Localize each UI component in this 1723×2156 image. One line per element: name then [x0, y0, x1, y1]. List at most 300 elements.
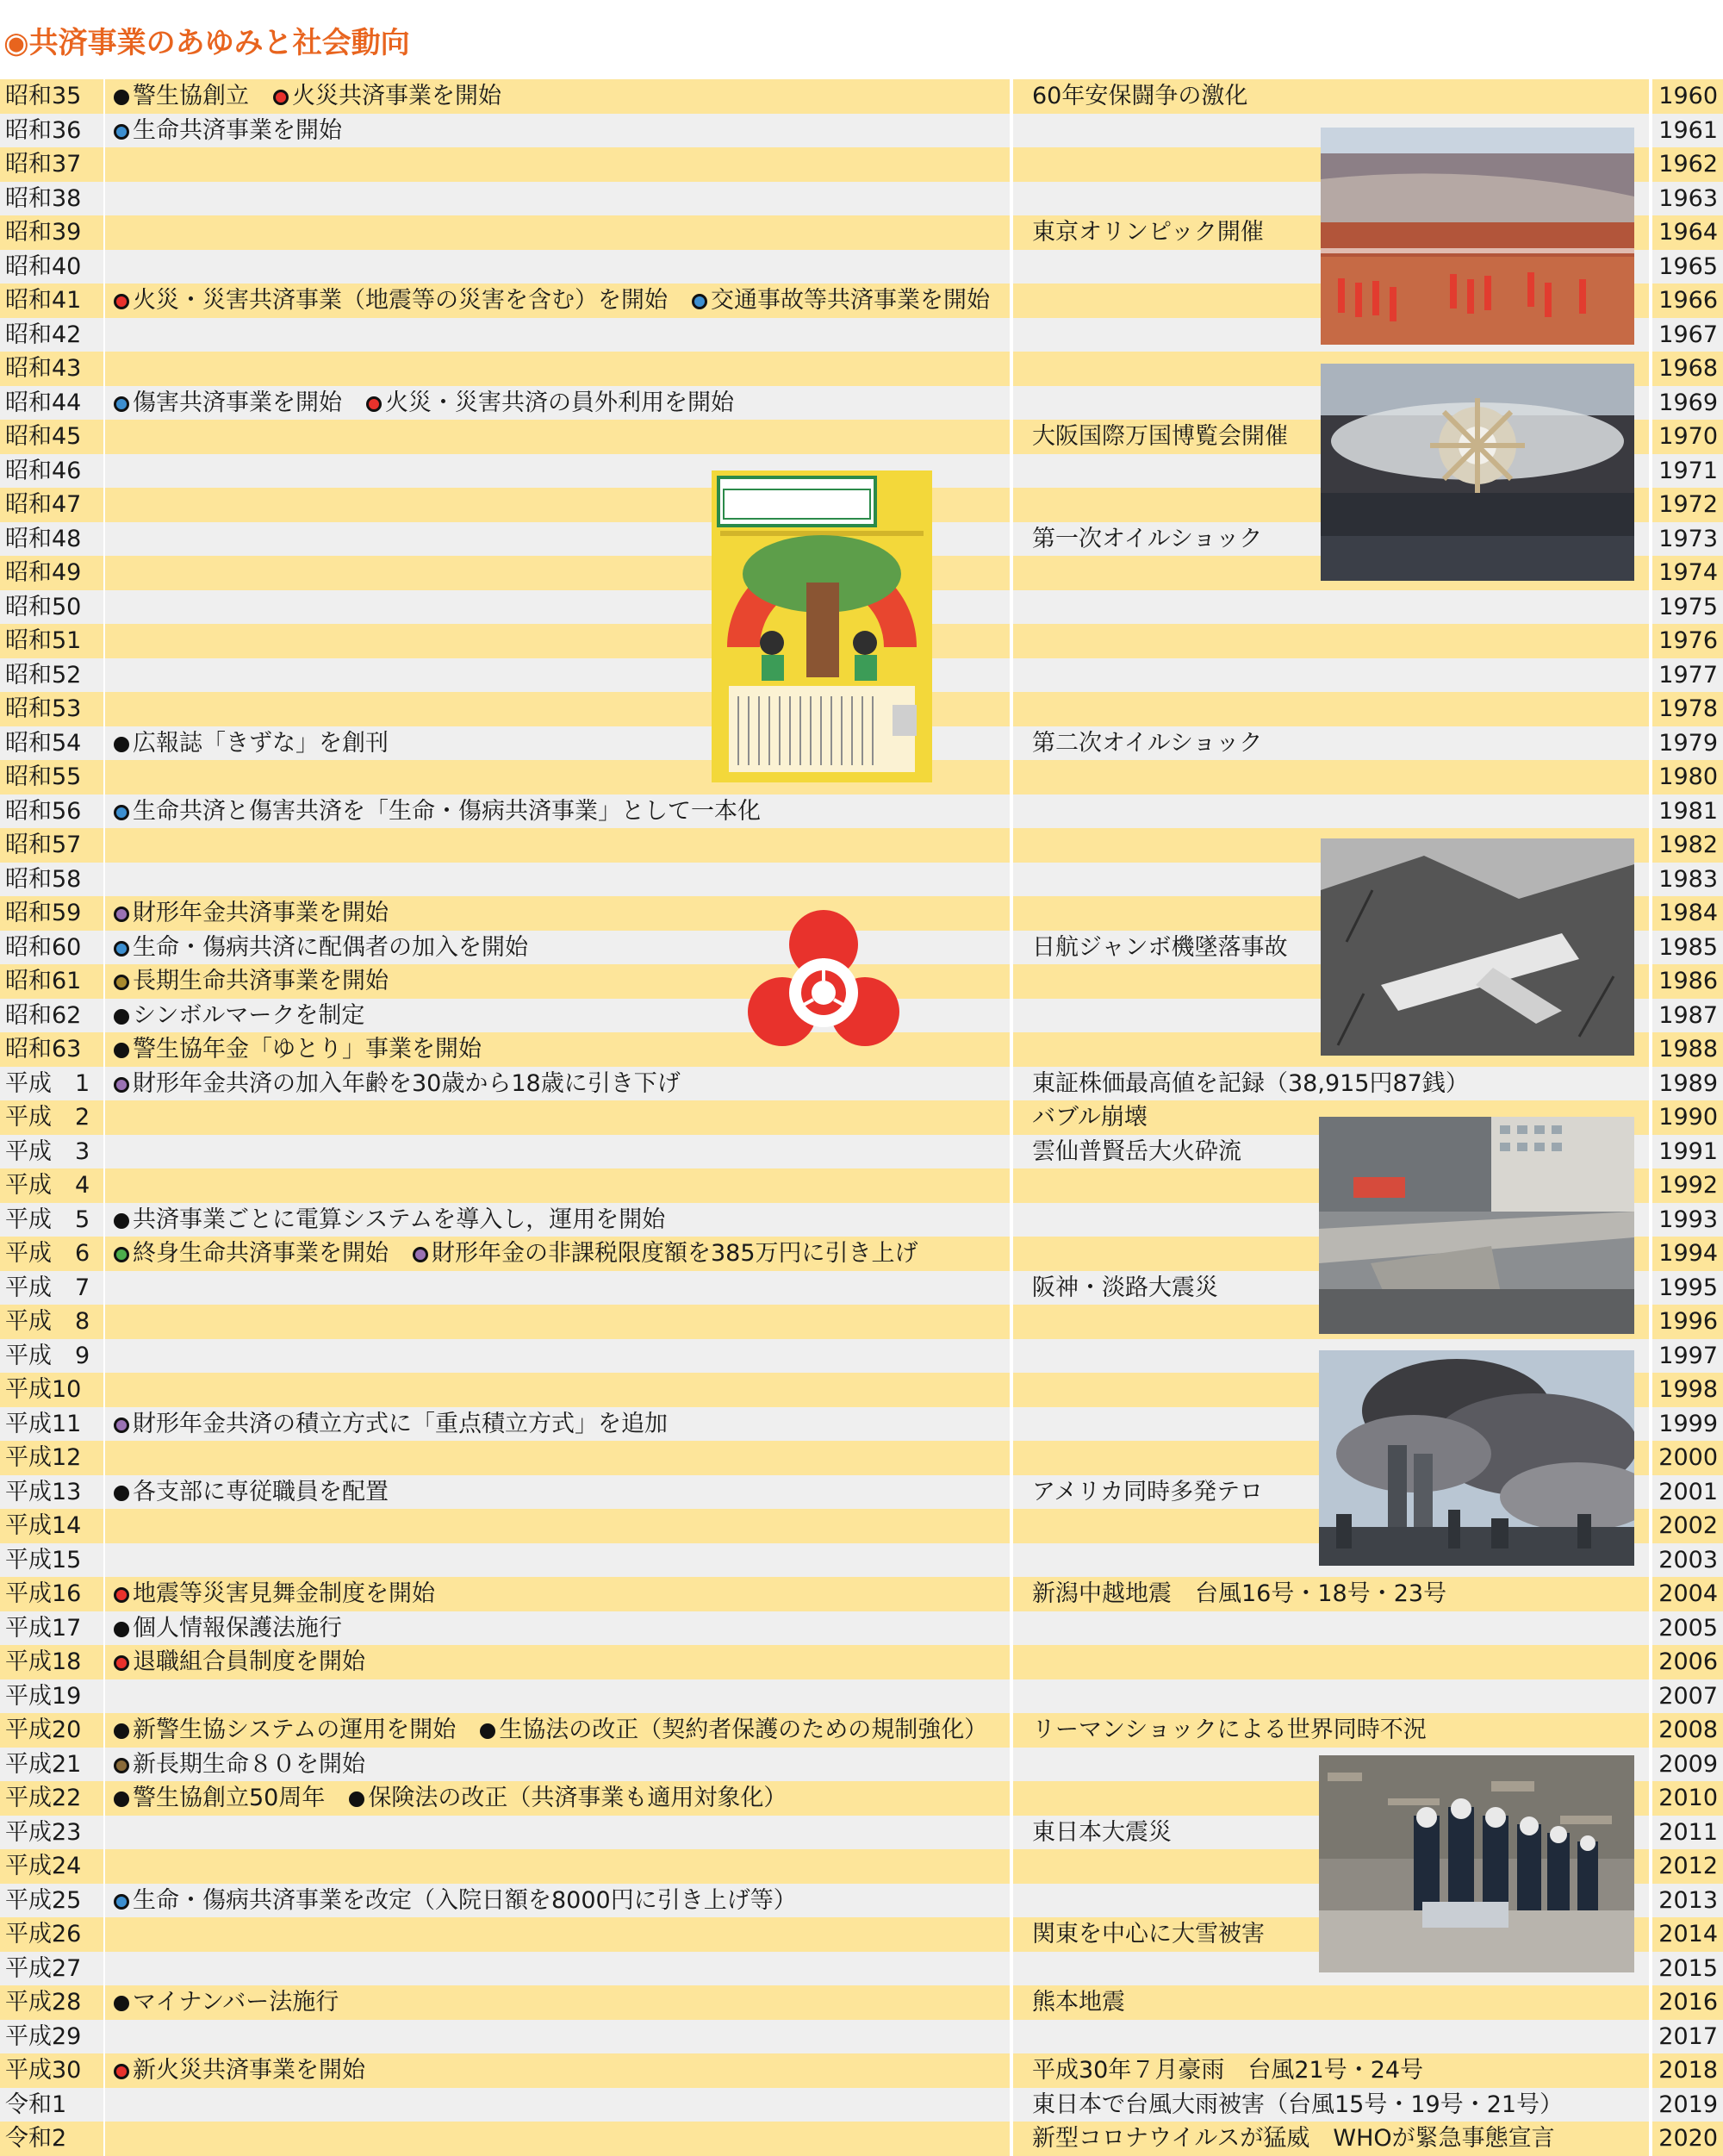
social-event: 平成30年７月豪雨 台風21号・24号 — [1032, 2057, 1424, 2084]
event-text: 共済事業ごとに電算システムを導入し，運用を開始 — [133, 1206, 666, 1233]
year-cell — [1652, 590, 1723, 625]
event-item — [114, 2053, 365, 2088]
events-cell — [105, 1577, 1010, 1611]
event-item — [114, 1203, 665, 1237]
event-list — [114, 1985, 363, 2020]
event-text: 警生協年金「ゆとり」事業を開始 — [133, 1036, 482, 1062]
era-label: 平成 1 — [5, 1069, 90, 1097]
events-cell — [105, 1067, 1010, 1101]
event-item — [114, 1237, 389, 1271]
year-label: 1993 — [1658, 1206, 1718, 1233]
year-label: 1966 — [1658, 287, 1718, 314]
year-cell — [1652, 1475, 1723, 1510]
events-cell — [105, 182, 1010, 216]
event-item — [114, 79, 249, 114]
social-event: 新型コロナウイルスが猛威 WHOが緊急事態宣言 — [1032, 2125, 1555, 2152]
social-event: 大阪国際万国博覧会開催 — [1032, 423, 1288, 450]
era-cell — [0, 420, 103, 454]
era-label: 平成29 — [5, 2022, 82, 2050]
bullet-icon — [692, 294, 707, 309]
bullet-icon — [114, 737, 129, 752]
year-label: 2020 — [1658, 2125, 1718, 2152]
event-text: 警生協創立 — [133, 83, 249, 109]
events-cell — [105, 1781, 1010, 1816]
event-text: 火災・災害共済事業（地震等の災害を含む）を開始 — [133, 287, 668, 314]
bullet-icon — [349, 1791, 364, 1807]
era-label: 昭和55 — [5, 763, 82, 790]
events-cell — [105, 1849, 1010, 1884]
era-cell — [0, 488, 103, 522]
year-cell — [1652, 658, 1723, 693]
event-item — [692, 284, 990, 318]
era-cell — [0, 590, 103, 625]
year-cell — [1652, 1816, 1723, 1850]
era-cell — [0, 1475, 103, 1510]
social-event: 関東を中心に大雪被害 — [1032, 1921, 1265, 1947]
social-cell — [1013, 726, 1649, 761]
year-cell — [1652, 1032, 1723, 1067]
event-text: 財形年金共済の加入年齢を30歳から18歳に引き下げ — [133, 1069, 681, 1097]
year-cell — [1652, 454, 1723, 489]
event-text: 生協法の改正（契約者保護のための規制強化） — [499, 1717, 988, 1743]
events-cell — [105, 1917, 1010, 1952]
events-cell — [105, 1168, 1010, 1203]
era-cell — [0, 828, 103, 863]
event-list — [114, 794, 785, 829]
era-label: 昭和59 — [5, 900, 82, 926]
era-label: 昭和46 — [5, 457, 82, 484]
era-label: 令和1 — [5, 2091, 67, 2118]
event-item — [114, 1713, 456, 1748]
era-label: 平成 5 — [5, 1206, 90, 1233]
social-cell — [1013, 79, 1649, 114]
year-cell — [1652, 896, 1723, 931]
event-list — [114, 1748, 389, 1782]
events-cell — [105, 284, 1010, 318]
year-cell — [1652, 1577, 1723, 1611]
events-cell — [105, 1816, 1010, 1850]
event-item — [114, 896, 389, 931]
event-text: 新警生協システムの運用を開始 — [133, 1717, 457, 1743]
era-cell — [0, 454, 103, 489]
year-cell — [1652, 488, 1723, 522]
timeline-row — [0, 1985, 1723, 2020]
year-cell — [1652, 1135, 1723, 1169]
year-label: 1983 — [1658, 865, 1718, 893]
bullet-icon — [114, 1247, 129, 1262]
era-label: 平成24 — [5, 1853, 82, 1879]
year-label: 2008 — [1658, 1717, 1718, 1743]
year-cell — [1652, 1509, 1723, 1543]
event-text: 警生協創立50周年 — [133, 1785, 326, 1811]
year-label: 1986 — [1658, 968, 1718, 994]
year-cell — [1652, 1168, 1723, 1203]
social-event: 新潟中越地震 台風16号・18号・23号 — [1032, 1580, 1447, 1607]
bullet-icon — [273, 90, 289, 105]
bullet-icon — [114, 805, 129, 820]
social-cell — [1013, 1577, 1649, 1611]
bullet-icon — [114, 1996, 129, 2011]
events-cell — [105, 1645, 1010, 1679]
year-label: 1997 — [1658, 1342, 1718, 1369]
era-label: 平成11 — [5, 1410, 82, 1437]
era-cell — [0, 1271, 103, 1305]
events-cell — [105, 386, 1010, 421]
events-cell — [105, 1611, 1010, 1646]
event-item — [114, 1781, 325, 1816]
year-label: 1961 — [1658, 116, 1718, 144]
era-label: 昭和48 — [5, 525, 82, 552]
bullet-icon — [114, 1791, 129, 1807]
osaka-expo-photo — [1321, 364, 1634, 581]
event-list — [114, 284, 1014, 318]
era-label: 平成12 — [5, 1444, 82, 1471]
event-text: 新長期生命８０を開始 — [133, 1750, 365, 1778]
year-cell — [1652, 1781, 1723, 1816]
social-cell — [1013, 1645, 1649, 1679]
era-cell — [0, 1305, 103, 1339]
events-cell — [105, 828, 1010, 863]
year-cell — [1652, 147, 1723, 182]
social-cell — [1013, 692, 1649, 726]
year-cell — [1652, 318, 1723, 352]
year-cell — [1652, 386, 1723, 421]
era-label: 昭和42 — [5, 321, 82, 348]
event-text: 長期生命共済事業を開始 — [133, 968, 389, 994]
event-item — [114, 386, 342, 421]
year-label: 1964 — [1658, 219, 1718, 246]
event-list — [114, 1611, 366, 1646]
era-cell — [0, 1032, 103, 1067]
social-cell — [1013, 1713, 1649, 1748]
events-cell — [105, 2020, 1010, 2054]
event-list — [114, 1203, 689, 1237]
timeline-row — [0, 1645, 1723, 1679]
social-cell — [1013, 794, 1649, 829]
year-cell — [1652, 2088, 1723, 2122]
sept-11-photo — [1319, 1350, 1634, 1566]
era-label: 昭和41 — [5, 287, 82, 314]
era-label: 昭和43 — [5, 355, 82, 382]
year-label: 1960 — [1658, 83, 1718, 109]
era-cell — [0, 1748, 103, 1782]
social-cell — [1013, 624, 1649, 658]
era-cell — [0, 522, 103, 557]
era-label: 平成23 — [5, 1818, 82, 1846]
era-label: 昭和56 — [5, 797, 82, 825]
events-cell — [105, 1203, 1010, 1237]
social-event: 東日本大震災 — [1032, 1818, 1172, 1846]
year-label: 1970 — [1658, 423, 1718, 450]
jal-crash-photo — [1321, 838, 1634, 1056]
events-cell — [105, 420, 1010, 454]
year-cell — [1652, 1543, 1723, 1578]
bullet-icon — [114, 1213, 129, 1229]
year-cell — [1652, 1611, 1723, 1646]
era-label: 平成10 — [5, 1376, 82, 1403]
year-label: 1980 — [1658, 763, 1718, 790]
events-cell — [105, 1985, 1010, 2020]
era-label: 昭和39 — [5, 219, 82, 246]
era-cell — [0, 1203, 103, 1237]
social-cell — [1013, 1679, 1649, 1714]
event-item — [413, 1237, 918, 1271]
year-cell — [1652, 1203, 1723, 1237]
year-label: 1971 — [1658, 457, 1718, 484]
bullet-icon — [413, 1247, 428, 1262]
era-cell — [0, 556, 103, 590]
era-label: 昭和35 — [5, 83, 82, 109]
year-cell — [1652, 1373, 1723, 1407]
year-cell — [1652, 2053, 1723, 2088]
year-cell — [1652, 1407, 1723, 1442]
events-cell — [105, 1679, 1010, 1714]
year-cell — [1652, 556, 1723, 590]
social-cell — [1013, 590, 1649, 625]
event-text: 交通事故等共済事業を開始 — [711, 287, 990, 314]
event-item — [114, 794, 761, 829]
social-event: リーマンショックによる世界同時不況 — [1032, 1717, 1427, 1743]
year-cell — [1652, 215, 1723, 250]
year-label: 1968 — [1658, 355, 1718, 382]
year-label: 2012 — [1658, 1853, 1718, 1879]
events-cell — [105, 1748, 1010, 1782]
year-cell — [1652, 522, 1723, 557]
year-cell — [1652, 1748, 1723, 1782]
event-text: 財形年金の非課税限度額を385万円に引き上げ — [432, 1240, 918, 1267]
event-list — [114, 931, 552, 965]
event-text: 個人情報保護法施行 — [133, 1614, 342, 1642]
era-cell — [0, 1441, 103, 1475]
era-cell — [0, 1135, 103, 1169]
timeline-row — [0, 794, 1723, 829]
year-cell — [1652, 182, 1723, 216]
era-cell — [0, 1100, 103, 1135]
era-label: 平成27 — [5, 1954, 82, 1982]
events-cell — [105, 2053, 1010, 2088]
event-item — [114, 1645, 365, 1679]
era-label: 平成21 — [5, 1750, 82, 1778]
events-cell — [105, 1713, 1010, 1748]
bullet-icon — [114, 1894, 129, 1910]
events-cell — [105, 1135, 1010, 1169]
event-text: 保険法の改正（共済事業も適用対象化） — [368, 1785, 787, 1811]
bullet-icon — [114, 2064, 129, 2079]
year-label: 1985 — [1658, 933, 1718, 961]
year-label: 1972 — [1658, 491, 1718, 518]
era-label: 昭和61 — [5, 968, 82, 994]
year-cell — [1652, 1713, 1723, 1748]
era-label: 平成25 — [5, 1886, 82, 1914]
year-label: 1994 — [1658, 1240, 1718, 1267]
timeline-row — [0, 1713, 1723, 1748]
event-text: 生命共済事業を開始 — [133, 116, 342, 144]
era-label: 昭和45 — [5, 423, 82, 450]
era-label: 昭和50 — [5, 593, 82, 620]
social-cell — [1013, 760, 1649, 794]
year-label: 1973 — [1658, 525, 1718, 552]
events-cell — [105, 147, 1010, 182]
social-event: 第一次オイルショック — [1032, 525, 1263, 552]
year-cell — [1652, 1917, 1723, 1952]
year-label: 1992 — [1658, 1172, 1718, 1199]
bullet-icon — [114, 1587, 129, 1603]
event-list — [114, 1884, 821, 1918]
era-cell — [0, 760, 103, 794]
year-cell — [1652, 1237, 1723, 1271]
era-cell — [0, 692, 103, 726]
bullet-icon — [114, 1622, 129, 1637]
event-text: 傷害共済事業を開始 — [133, 389, 342, 416]
year-cell — [1652, 624, 1723, 658]
event-list — [114, 114, 366, 148]
era-cell — [0, 284, 103, 318]
timeline-row — [0, 2088, 1723, 2122]
bullet-icon — [114, 1043, 129, 1058]
year-label: 1988 — [1658, 1036, 1718, 1062]
era-label: 昭和49 — [5, 559, 82, 586]
era-label: 平成13 — [5, 1478, 82, 1505]
year-cell — [1652, 1884, 1723, 1918]
year-label: 1982 — [1658, 832, 1718, 858]
era-label: 平成26 — [5, 1921, 82, 1947]
event-list — [114, 1032, 506, 1067]
social-event: 東証株価最高値を記録（38,915円87銭） — [1032, 1069, 1469, 1097]
event-item — [114, 1611, 342, 1646]
era-label: 昭和37 — [5, 151, 82, 178]
era-cell — [0, 1952, 103, 1986]
event-list — [114, 386, 758, 421]
bullet-icon — [114, 1486, 129, 1501]
year-label: 1965 — [1658, 252, 1718, 280]
era-cell — [0, 250, 103, 284]
social-event: 東京オリンピック開催 — [1032, 219, 1264, 246]
year-label: 1998 — [1658, 1376, 1718, 1403]
events-cell — [105, 114, 1010, 148]
year-label: 2013 — [1658, 1886, 1718, 1914]
era-label: 平成 9 — [5, 1342, 90, 1369]
event-list — [114, 1407, 692, 1442]
social-cell — [1013, 2088, 1649, 2122]
events-cell — [105, 250, 1010, 284]
era-label: 平成14 — [5, 1512, 82, 1539]
era-cell — [0, 624, 103, 658]
year-cell — [1652, 2020, 1723, 2054]
era-label: 平成 3 — [5, 1137, 90, 1165]
year-cell — [1652, 1271, 1723, 1305]
year-cell — [1652, 931, 1723, 965]
year-label: 2018 — [1658, 2057, 1718, 2084]
year-label: 2007 — [1658, 1682, 1718, 1710]
era-label: 令和2 — [5, 2125, 67, 2152]
era-cell — [0, 1713, 103, 1748]
event-text: 広報誌「きずな」を創刊 — [133, 729, 389, 757]
era-label: 昭和58 — [5, 865, 82, 893]
events-cell — [105, 1475, 1010, 1510]
year-cell — [1652, 352, 1723, 386]
era-cell — [0, 352, 103, 386]
event-item — [273, 79, 501, 114]
era-cell — [0, 2088, 103, 2122]
event-list — [114, 964, 413, 999]
year-cell — [1652, 828, 1723, 863]
timeline-row — [0, 1679, 1723, 1714]
bullet-icon — [114, 1723, 129, 1739]
event-text: 財形年金共済の積立方式に「重点積立方式」を追加 — [133, 1410, 668, 1437]
year-cell — [1652, 760, 1723, 794]
event-text: 終身生命共済事業を開始 — [133, 1240, 389, 1267]
era-label: 平成28 — [5, 1989, 82, 2016]
event-text: 新火災共済事業を開始 — [133, 2057, 365, 2084]
year-label: 2019 — [1658, 2091, 1718, 2118]
year-label: 2017 — [1658, 2022, 1718, 2050]
era-cell — [0, 1543, 103, 1578]
event-list — [114, 1713, 1011, 1748]
era-cell — [0, 1237, 103, 1271]
event-list — [114, 1475, 413, 1510]
year-label: 1999 — [1658, 1410, 1718, 1437]
era-cell — [0, 182, 103, 216]
year-cell — [1652, 1305, 1723, 1339]
year-label: 1989 — [1658, 1069, 1718, 1097]
event-list — [114, 896, 413, 931]
year-label: 2009 — [1658, 1750, 1718, 1778]
era-label: 平成22 — [5, 1785, 82, 1811]
era-cell — [0, 1645, 103, 1679]
year-cell — [1652, 284, 1723, 318]
events-cell — [105, 2088, 1010, 2122]
event-text: シンボルマークを制定 — [133, 1001, 365, 1029]
era-cell — [0, 386, 103, 421]
event-item — [114, 1748, 365, 1782]
event-item — [366, 386, 734, 421]
era-label: 昭和63 — [5, 1036, 82, 1062]
tokyo-olympics-photo — [1321, 128, 1634, 345]
year-cell — [1652, 1679, 1723, 1714]
event-item — [114, 1985, 339, 2020]
era-cell — [0, 931, 103, 965]
event-item — [349, 1781, 787, 1816]
year-label: 2015 — [1658, 1954, 1718, 1982]
era-label: 平成15 — [5, 1546, 82, 1573]
event-text: 退職組合員制度を開始 — [133, 1648, 365, 1675]
event-item — [114, 726, 389, 761]
hanshin-earthquake-photo — [1319, 1117, 1634, 1334]
bullet-icon — [114, 396, 129, 412]
era-cell — [0, 1849, 103, 1884]
social-cell — [1013, 2020, 1649, 2054]
era-cell — [0, 2020, 103, 2054]
events-cell — [105, 1543, 1010, 1578]
year-label: 1996 — [1658, 1308, 1718, 1335]
bullet-icon — [114, 1077, 129, 1093]
bullet-icon — [114, 1758, 129, 1773]
events-cell — [105, 1305, 1010, 1339]
year-cell — [1652, 692, 1723, 726]
events-cell — [105, 1373, 1010, 1407]
year-cell — [1652, 1849, 1723, 1884]
era-label: 平成20 — [5, 1717, 82, 1743]
era-label: 平成 7 — [5, 1274, 90, 1301]
era-cell — [0, 79, 103, 114]
year-label: 2000 — [1658, 1444, 1718, 1471]
bullet-icon — [114, 1655, 129, 1671]
year-cell — [1652, 999, 1723, 1033]
year-cell — [1652, 420, 1723, 454]
timeline-row — [0, 2020, 1723, 2054]
era-label: 平成 8 — [5, 1308, 90, 1335]
bullet-icon — [114, 90, 129, 105]
